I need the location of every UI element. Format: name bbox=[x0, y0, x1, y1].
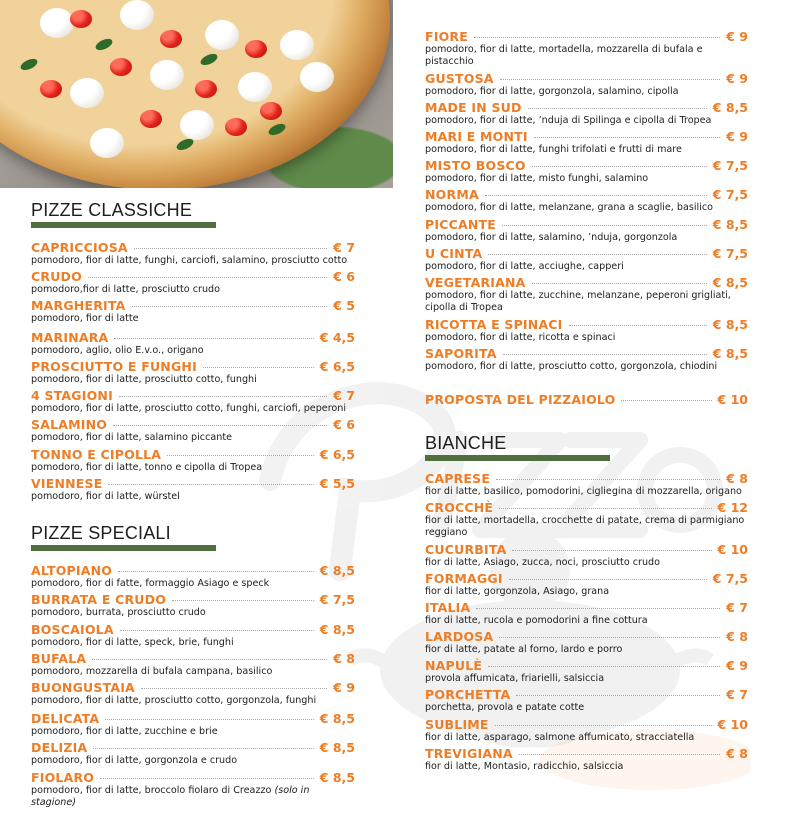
menu-item-ingredients: fior di latte, Asiago, zucca, noci, prosciutto crudo bbox=[425, 557, 660, 568]
menu-item bbox=[425, 542, 748, 569]
dot-leader bbox=[105, 719, 314, 720]
dot-leader bbox=[132, 306, 328, 307]
section-title-pizze-speciali: PIZZE SPECIALI bbox=[31, 523, 171, 543]
menu-item-description bbox=[425, 261, 748, 273]
menu-item-description bbox=[31, 666, 355, 678]
menu-item-name: NORMA bbox=[425, 187, 479, 202]
menu-item-description bbox=[31, 755, 355, 767]
menu-item-ingredients: pomodoro,fior di latte, prosciutto crudo bbox=[31, 284, 220, 295]
menu-item-row bbox=[31, 680, 355, 695]
menu-item-row bbox=[425, 687, 748, 702]
menu-item-row bbox=[31, 770, 355, 785]
menu-item-row bbox=[425, 246, 748, 261]
dot-leader bbox=[134, 248, 327, 249]
menu-item-name: CAPRESE bbox=[425, 471, 491, 486]
menu-item-row bbox=[31, 711, 355, 726]
menu-item-row bbox=[31, 359, 355, 374]
menu-item-name: RICOTTA E SPINACI bbox=[425, 317, 563, 332]
menu-item-price: € 9 bbox=[726, 29, 748, 44]
menu-item-description bbox=[425, 44, 748, 68]
menu-item-price: € 8,5 bbox=[712, 346, 748, 361]
menu-item-row bbox=[425, 392, 748, 407]
menu-item bbox=[425, 246, 748, 273]
menu-item bbox=[31, 447, 355, 474]
dot-leader bbox=[88, 277, 327, 278]
menu-item bbox=[31, 651, 355, 678]
menu-item-price: € 12 bbox=[717, 500, 748, 515]
menu-item bbox=[425, 71, 748, 98]
menu-item-description bbox=[425, 144, 748, 156]
dot-leader bbox=[569, 325, 707, 326]
menu-item-name: BUONGUSTAIA bbox=[31, 680, 135, 695]
dot-leader bbox=[118, 571, 314, 572]
menu-item bbox=[31, 592, 355, 619]
dot-leader bbox=[621, 400, 711, 401]
menu-item-row bbox=[425, 600, 748, 615]
menu-item-name: VEGETARIANA bbox=[425, 275, 526, 290]
menu-item-description bbox=[425, 173, 748, 185]
menu-item-row bbox=[425, 187, 748, 202]
dot-leader bbox=[108, 484, 313, 485]
menu-item-row bbox=[425, 217, 748, 232]
dot-leader bbox=[499, 508, 711, 509]
menu-item-description bbox=[31, 491, 355, 503]
menu-item-ingredients: pomodoro, fior di latte bbox=[31, 313, 139, 324]
menu-item-row bbox=[31, 476, 355, 491]
menu-item-description bbox=[425, 644, 748, 656]
menu-item bbox=[425, 658, 748, 685]
menu-item-ingredients: pomodoro, fior di latte, funghi trifolati e frutti di mare bbox=[425, 144, 682, 155]
menu-item-name: MISTO BOSCO bbox=[425, 158, 526, 173]
menu-item bbox=[31, 388, 355, 415]
dot-leader bbox=[500, 79, 721, 80]
menu-item bbox=[425, 717, 748, 744]
dot-leader bbox=[495, 725, 712, 726]
dot-leader bbox=[141, 688, 327, 689]
menu-item-name: FIOLARO bbox=[31, 770, 95, 785]
menu-item-price: € 8,5 bbox=[712, 317, 748, 332]
menu-item bbox=[31, 680, 355, 707]
menu-item-description bbox=[31, 345, 355, 357]
menu-item-ingredients: pomodoro, fior di latte, speck, brie, funghi bbox=[31, 637, 234, 648]
dot-leader bbox=[502, 225, 707, 226]
menu-item-name: CAPRICCIOSA bbox=[31, 240, 128, 255]
menu-item-row bbox=[425, 500, 748, 515]
dot-leader bbox=[476, 608, 720, 609]
dot-leader bbox=[114, 338, 313, 339]
dot-leader bbox=[119, 396, 327, 397]
menu-item bbox=[31, 740, 355, 767]
menu-item-ingredients: pomodoro, fior di latte, zucchine e brie bbox=[31, 726, 218, 737]
menu-item-price: € 9 bbox=[726, 658, 748, 673]
menu-item-ingredients: pomodoro, fior di latte, salamino, ’nduja, gorgonzola bbox=[425, 232, 678, 243]
menu-item-price: € 8,5 bbox=[319, 740, 355, 755]
menu-item-price: € 7,5 bbox=[712, 246, 748, 261]
menu-item-price: € 7 bbox=[726, 600, 748, 615]
menu-item-name: ALTOPIANO bbox=[31, 563, 113, 578]
menu-item-description bbox=[425, 290, 748, 314]
menu-item-row bbox=[31, 298, 355, 313]
menu-item-ingredients: fior di latte, basilico, pomodorini, cigliegina di mozzarella, origano bbox=[425, 486, 742, 497]
menu-item-ingredients: pomodoro, fior di latte, melanzane, grana a scaglie, basilico bbox=[425, 202, 714, 213]
menu-item-name: SALAMINO bbox=[31, 417, 108, 432]
dot-leader bbox=[93, 748, 313, 749]
menu-item bbox=[425, 500, 748, 539]
dot-leader bbox=[496, 479, 720, 480]
menu-item-price: € 8,5 bbox=[712, 217, 748, 232]
menu-item-description bbox=[425, 615, 748, 627]
dot-leader bbox=[113, 425, 327, 426]
menu-item bbox=[425, 571, 748, 598]
menu-item bbox=[425, 158, 748, 185]
menu-item-row bbox=[425, 317, 748, 332]
menu-item-ingredients: pomodoro, fior di latte, prosciutto cotto, funghi bbox=[31, 374, 257, 385]
menu-item-price: € 10 bbox=[717, 717, 748, 732]
menu-item-row bbox=[425, 29, 748, 44]
menu-item bbox=[31, 269, 355, 296]
dot-leader bbox=[100, 778, 314, 779]
menu-item-name: DELICATA bbox=[31, 711, 100, 726]
menu-item-row bbox=[31, 651, 355, 666]
menu-item-description bbox=[31, 607, 355, 619]
menu-item bbox=[425, 129, 748, 156]
menu-item-name: PICCANTE bbox=[425, 217, 496, 232]
menu-item-name: MARINARA bbox=[31, 330, 109, 345]
menu-item-name: BUFALA bbox=[31, 651, 87, 666]
menu-item-row bbox=[425, 71, 748, 86]
menu-item-row bbox=[425, 717, 748, 732]
menu-item-description bbox=[31, 462, 355, 474]
menu-item-ingredients: pomodoro, fior di latte, misto funghi, salamino bbox=[425, 173, 649, 184]
menu-item-name: GUSTOSA bbox=[425, 71, 494, 86]
menu-item-ingredients: pomodoro, fior di latte, tonno e cipolla di Tropea bbox=[31, 462, 263, 473]
menu-item-description bbox=[31, 284, 355, 296]
menu-item-price: € 8,5 bbox=[319, 622, 355, 637]
menu-item-row bbox=[425, 471, 748, 486]
menu-item-row bbox=[425, 658, 748, 673]
menu-item-name: BOSCAIOLA bbox=[31, 622, 114, 637]
menu-item-name: FIORE bbox=[425, 29, 468, 44]
menu-item bbox=[425, 346, 748, 373]
menu-item-description bbox=[31, 255, 355, 267]
menu-item-ingredients: fior di latte, patate al forno, lardo e porro bbox=[425, 644, 623, 655]
menu-item-row bbox=[425, 571, 748, 586]
menu-item-description bbox=[425, 86, 748, 98]
menu-item-name: SAPORITA bbox=[425, 346, 497, 361]
menu-item bbox=[425, 746, 748, 773]
menu-item-ingredients: pomodoro, fior di latte, acciughe, capperi bbox=[425, 261, 624, 272]
menu-item-description bbox=[31, 313, 355, 325]
dot-leader bbox=[120, 630, 314, 631]
section-divider bbox=[425, 455, 610, 461]
menu-item bbox=[31, 330, 355, 357]
menu-item-ingredients: pomodoro, fior di latte, prosciutto cotto, gorgonzola, chiodini bbox=[425, 361, 718, 372]
menu-item-description bbox=[425, 732, 748, 744]
dot-leader bbox=[172, 600, 314, 601]
menu-item-row bbox=[425, 746, 748, 761]
menu-item-description bbox=[31, 374, 355, 386]
dot-leader bbox=[167, 455, 314, 456]
menu-item-description bbox=[31, 403, 355, 415]
menu-item bbox=[31, 417, 355, 444]
menu-item-price: € 8,5 bbox=[712, 100, 748, 115]
menu-item-description bbox=[425, 115, 748, 127]
menu-item-row bbox=[425, 542, 748, 557]
menu-item-ingredients: fior di latte, Montasio, radicchio, salsiccia bbox=[425, 761, 624, 772]
menu-item-ingredients: pomodoro, fior di latte, funghi, carciofi, salamino, prosciutto cotto bbox=[31, 255, 348, 266]
menu-item bbox=[31, 622, 355, 649]
menu-item-row bbox=[425, 158, 748, 173]
dot-leader bbox=[92, 659, 327, 660]
menu-item-row bbox=[31, 592, 355, 607]
menu-item-price: € 8,5 bbox=[319, 770, 355, 785]
menu-item-name: U CINTA bbox=[425, 246, 483, 261]
menu-item-description bbox=[425, 361, 748, 373]
dot-leader bbox=[485, 195, 707, 196]
menu-item-description bbox=[31, 637, 355, 649]
menu-item bbox=[425, 187, 748, 214]
dot-leader bbox=[534, 137, 721, 138]
menu-item-name: VIENNESE bbox=[31, 476, 103, 491]
menu-item-name: TREVIGIANA bbox=[425, 746, 513, 761]
menu-item-name: FORMAGGI bbox=[425, 571, 503, 586]
menu-item bbox=[425, 29, 748, 68]
menu-item-description bbox=[425, 515, 748, 539]
menu-item-description bbox=[425, 232, 748, 244]
menu-item-ingredients: pomodoro, burrata, prosciutto crudo bbox=[31, 607, 206, 618]
menu-item-name: BURRATA E CRUDO bbox=[31, 592, 167, 607]
menu-item-price: € 5 bbox=[333, 298, 355, 313]
menu-item-row bbox=[425, 346, 748, 361]
menu-item-ingredients: pomodoro, fior di latte, prosciutto cotto, funghi, carciofi, peperoni bbox=[31, 403, 347, 414]
dot-leader bbox=[474, 37, 720, 38]
menu-item-price: € 6 bbox=[333, 417, 355, 432]
menu-item-ingredients: fior di latte, gorgonzola, Asiago, grana bbox=[425, 586, 610, 597]
menu-item-description bbox=[425, 702, 748, 714]
menu-item-price: € 8 bbox=[726, 629, 748, 644]
menu-item-row bbox=[31, 417, 355, 432]
menu-item-row bbox=[31, 388, 355, 403]
menu-item-ingredients: pomodoro, fior di fatte, formaggio Asiago e speck bbox=[31, 578, 270, 589]
menu-item-description bbox=[31, 578, 355, 590]
menu-item-price: € 7,5 bbox=[712, 158, 748, 173]
menu-item-row bbox=[31, 563, 355, 578]
menu-item-ingredients: provola affumicata, friarielli, salsiccia bbox=[425, 673, 605, 684]
menu-item-ingredients: pomodoro, fior di latte, broccolo fiolaro di Creazzo bbox=[31, 785, 272, 796]
menu-item-ingredients: fior di latte, asparago, salmone affumicato, stracciatella bbox=[425, 732, 695, 743]
dot-leader bbox=[532, 283, 707, 284]
menu-item-price: € 7,5 bbox=[712, 571, 748, 586]
menu-item-name: TONNO E CIPOLLA bbox=[31, 447, 162, 462]
menu-item bbox=[31, 359, 355, 386]
menu-item-price: € 8 bbox=[333, 651, 355, 666]
section-title-bianche: BIANCHE bbox=[425, 433, 507, 453]
menu-item-description bbox=[31, 695, 355, 707]
menu-item-price: € 7,5 bbox=[319, 592, 355, 607]
menu-item bbox=[31, 240, 355, 267]
menu-item-name: MADE IN SUD bbox=[425, 100, 522, 115]
menu-item-ingredients: pomodoro, fior di latte, gorgonzola, salamino, cipolla bbox=[425, 86, 679, 97]
menu-item-name: LARDOSA bbox=[425, 629, 494, 644]
menu-item bbox=[425, 217, 748, 244]
menu-item-ingredients: pomodoro, fior di latte, ricotta e spinaci bbox=[425, 332, 616, 343]
menu-item-ingredients: pomodoro, aglio, olio E.v.o., origano bbox=[31, 345, 204, 356]
menu-item bbox=[425, 471, 748, 498]
menu-item bbox=[425, 629, 748, 656]
menu-item-price: € 9 bbox=[333, 680, 355, 695]
menu-item-price: € 7 bbox=[333, 388, 355, 403]
menu-item-ingredients: fior di latte, mortadella, crocchette di patate, crema di parmigiano reggiano bbox=[425, 515, 745, 538]
menu-item-name: PROSCIUTTO E FUNGHI bbox=[31, 359, 197, 374]
menu-item-description bbox=[31, 432, 355, 444]
menu-item-row bbox=[425, 129, 748, 144]
menu-item-name: MARI E MONTI bbox=[425, 129, 528, 144]
dot-leader bbox=[509, 579, 707, 580]
menu-item-price: € 4,5 bbox=[319, 330, 355, 345]
menu-item-price: € 8,5 bbox=[319, 563, 355, 578]
dot-leader bbox=[519, 754, 721, 755]
menu-item-ingredients: pomodoro, fior di latte, mortadella, mozzarella di bufala e pistacchio bbox=[425, 44, 703, 67]
menu-item-row bbox=[31, 740, 355, 755]
menu-item bbox=[425, 600, 748, 627]
menu-item-price: € 9 bbox=[726, 129, 748, 144]
menu-item bbox=[425, 100, 748, 127]
menu-item bbox=[425, 392, 748, 407]
dot-leader bbox=[203, 367, 314, 368]
section-title-pizze-classiche: PIZZE CLASSICHE bbox=[31, 200, 193, 220]
menu-item-name: CUCURBITA bbox=[425, 542, 507, 557]
dot-leader bbox=[512, 550, 711, 551]
menu-item bbox=[425, 687, 748, 714]
menu-item-description bbox=[425, 202, 748, 214]
menu-item-name: CROCCHÈ bbox=[425, 500, 494, 515]
dot-leader bbox=[499, 637, 720, 638]
menu-item-price: € 7 bbox=[333, 240, 355, 255]
menu-item-ingredients: pomodoro, fior di latte, prosciutto cotto, gorgonzola, funghi bbox=[31, 695, 317, 706]
menu-item-description bbox=[425, 486, 748, 498]
menu-item-price: € 6,5 bbox=[319, 359, 355, 374]
menu-item-price: € 6,5 bbox=[319, 447, 355, 462]
menu-item-ingredients: pomodoro, fior di latte, gorgonzola e crudo bbox=[31, 755, 238, 766]
section-divider bbox=[31, 545, 216, 551]
menu-item bbox=[31, 711, 355, 738]
menu-item-price: € 8,5 bbox=[319, 711, 355, 726]
menu-item-name: DELIZIA bbox=[31, 740, 88, 755]
menu-item-ingredients: pomodoro, mozzarella di bufala campana, basilico bbox=[31, 666, 273, 677]
dot-leader bbox=[516, 695, 720, 696]
menu-item-description bbox=[425, 557, 748, 569]
menu-item-row bbox=[425, 629, 748, 644]
menu-item-name: PROPOSTA DEL PIZZAIOLO bbox=[425, 392, 616, 407]
menu-item-name: CRUDO bbox=[31, 269, 82, 284]
menu-item-note: (solo in stagione) bbox=[31, 785, 310, 808]
menu-item-name: SUBLIME bbox=[425, 717, 489, 732]
menu-item-name: NAPULÈ bbox=[425, 658, 483, 673]
menu-item bbox=[31, 563, 355, 590]
dot-leader bbox=[488, 254, 706, 255]
dot-leader bbox=[503, 354, 707, 355]
pizza-photo bbox=[0, 0, 393, 188]
menu-item-row bbox=[31, 330, 355, 345]
menu-item-row bbox=[425, 100, 748, 115]
menu-item-description bbox=[425, 586, 748, 598]
menu-item-row bbox=[425, 275, 748, 290]
menu-item-price: € 7 bbox=[726, 687, 748, 702]
menu-item-name: ITALIA bbox=[425, 600, 471, 615]
menu-item-ingredients: porchetta, provola e patate cotte bbox=[425, 702, 585, 713]
dot-leader bbox=[488, 666, 720, 667]
menu-item-price: € 7,5 bbox=[712, 187, 748, 202]
menu-item-description bbox=[425, 761, 748, 773]
menu-item-price: € 10 bbox=[717, 542, 748, 557]
menu-item bbox=[31, 476, 355, 503]
menu-item-price: € 6 bbox=[333, 269, 355, 284]
menu-item-description bbox=[425, 673, 748, 685]
menu-item-ingredients: pomodoro, fior di latte, ’nduja di Spilinga e cipolla di Tropea bbox=[425, 115, 712, 126]
menu-item bbox=[31, 770, 355, 809]
menu-item-price: € 8 bbox=[726, 746, 748, 761]
menu-item-name: MARGHERITA bbox=[31, 298, 126, 313]
menu-item-price: € 9 bbox=[726, 71, 748, 86]
menu-item-price: € 8 bbox=[726, 471, 748, 486]
menu-item bbox=[425, 275, 748, 314]
menu-item-price: € 8,5 bbox=[712, 275, 748, 290]
menu-item-description bbox=[31, 785, 355, 809]
menu-item-price: € 10 bbox=[717, 392, 748, 407]
menu-item-name: PORCHETTA bbox=[425, 687, 511, 702]
menu-item-price: € 5,5 bbox=[319, 476, 355, 491]
menu-item-ingredients: pomodoro, fior di latte, zucchine, melanzane, peperoni grigliati, cipolla di Tropea bbox=[425, 290, 731, 313]
menu-item-row bbox=[31, 269, 355, 284]
menu-item-ingredients: pomodoro, fior di latte, würstel bbox=[31, 491, 180, 502]
menu-item bbox=[425, 317, 748, 344]
menu-item-description bbox=[31, 726, 355, 738]
dot-leader bbox=[528, 108, 707, 109]
menu-item-ingredients: fior di latte, rucola e pomodorini a fine cottura bbox=[425, 615, 648, 626]
menu-item bbox=[31, 298, 355, 325]
section-divider bbox=[31, 222, 216, 228]
menu-item-row bbox=[31, 240, 355, 255]
dot-leader bbox=[532, 166, 707, 167]
menu-item-name: 4 STAGIONI bbox=[31, 388, 113, 403]
menu-item-description bbox=[425, 332, 748, 344]
menu-item-ingredients: pomodoro, fior di latte, salamino piccante bbox=[31, 432, 232, 443]
menu-item-row bbox=[31, 622, 355, 637]
menu-item-row bbox=[31, 447, 355, 462]
